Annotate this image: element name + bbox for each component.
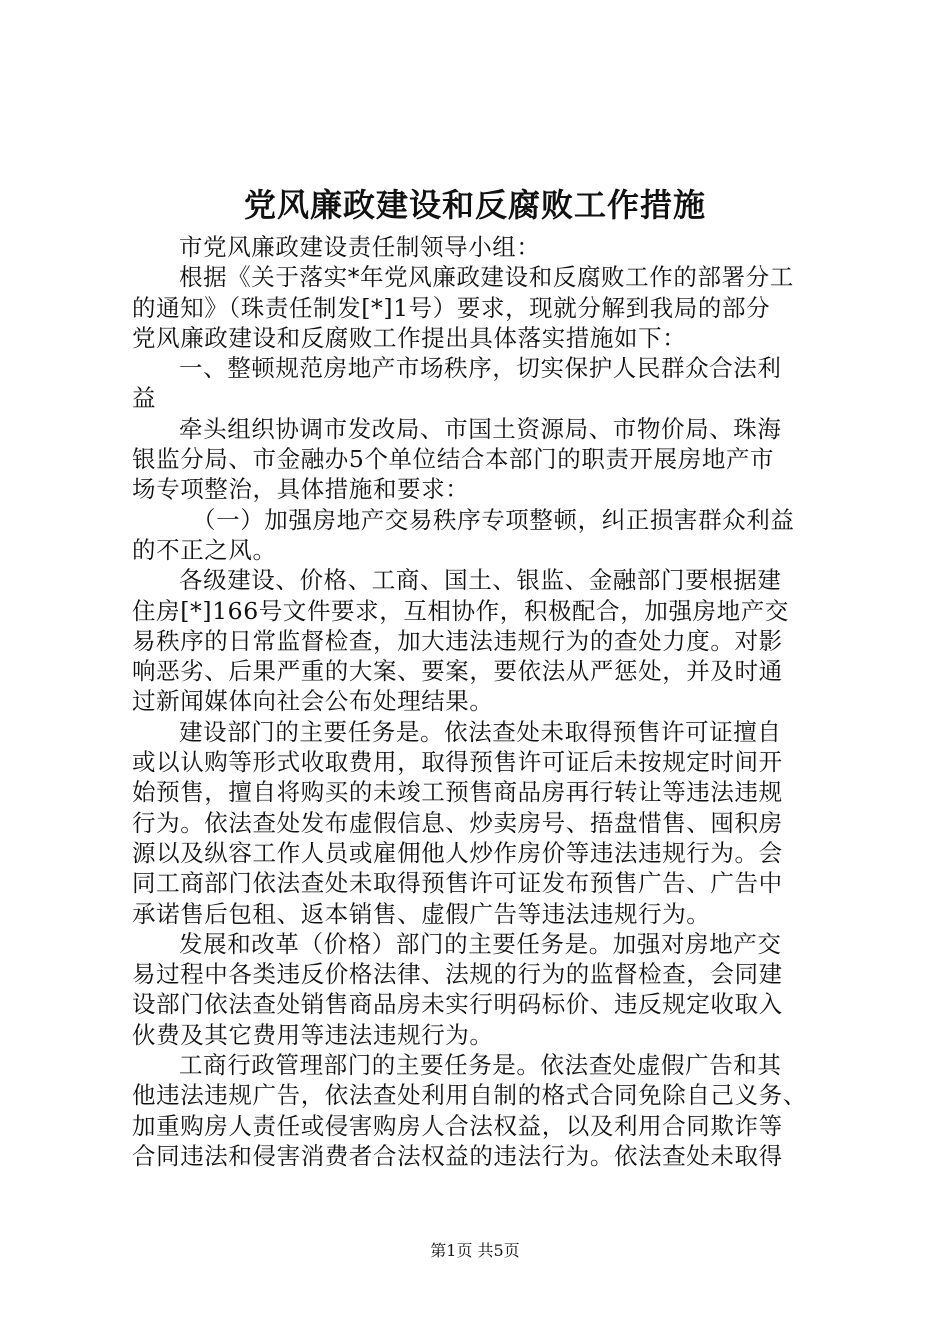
body-line: 加重购房人责任或侵害购房人合法权益，以及利用合同欺诈等: [132, 1111, 783, 1140]
body-line: 他违法违规广告，依法查处利用自制的格式合同免除自己义务、: [132, 1081, 807, 1110]
body-line: 伙费及其它费用等违法违规行为。: [132, 1020, 494, 1049]
body-line: 同工商部门依法查处未取得预售许可证发布预售广告、广告中: [132, 869, 783, 898]
body-line: 的通知》（珠责任制发[*]1号）要求，现就分解到我局的部分: [132, 293, 771, 322]
section-heading: 一、整顿规范房地产市场秩序，切实保护人民群众合法利: [179, 354, 782, 383]
body-line: 设部门依法查处销售商品房未实行明码标价、违反规定收取入: [132, 990, 783, 1019]
body-line: 银监分局、市金融办5个单位结合本部门的职责开展房地产市: [132, 445, 775, 474]
body-line: 承诺售后包租、返本销售、虚假广告等违法违规行为。: [132, 899, 711, 928]
body-line: 易秩序的日常监督检查，加大违法违规行为的查处力度。对影: [132, 626, 783, 655]
body-line: 响恶劣、后果严重的大案、要案，要依法从严惩处，并及时通: [132, 657, 783, 686]
body-line: 场专项整治，具体措施和要求：: [132, 475, 470, 504]
page-number: 第1页 共5页: [430, 1241, 520, 1260]
body-line: 始预售，擅自将购买的未竣工预售商品房再行转让等违法违规: [132, 778, 783, 807]
body-line: 发展和改革（价格）部门的主要任务是。加强对房地产交: [179, 929, 782, 958]
body-line: 根据《关于落实*年党风廉政建设和反腐败工作的部署分工: [179, 263, 794, 292]
body-line: 住房[*]166号文件要求，互相协作，积极配合，加强房地产交: [132, 596, 789, 625]
body-line: 合同违法和侵害消费者合法权益的违法行为。依法查处未取得: [132, 1141, 783, 1170]
body-line: 党风廉政建设和反腐败工作提出具体落实措施如下：: [132, 323, 687, 352]
section-heading-continued: 益: [132, 384, 157, 413]
body-line: 市党风廉政建设责任制领导小组：: [179, 233, 541, 261]
document-title: 党风廉政建设和反腐败工作措施: [243, 186, 706, 224]
document-body: [132, 232, 832, 1171]
subsection-heading: （一）加强房地产交易秩序专项整顿，纠正损害群众利益: [192, 505, 795, 534]
body-line: 或以认购等形式收取费用，取得预售许可证后未按规定时间开: [132, 748, 783, 777]
subsection-heading-continued: 的不正之风。: [132, 535, 277, 564]
body-line: 过新闻媒体向社会公布处理结果。: [132, 687, 494, 716]
body-line: 建设部门的主要任务是。依法查处未取得预售许可证擅自: [179, 717, 782, 746]
body-line: 行为。依法查处发布虚假信息、炒卖房号、捂盘惜售、囤积房: [132, 808, 783, 837]
body-line: 源以及纵容工作人员或雇佣他人炒作房价等违法违规行为。会: [132, 838, 783, 867]
body-line: 牵头组织协调市发改局、市国土资源局、市物价局、珠海: [179, 414, 782, 443]
body-line: 各级建设、价格、工商、国土、银监、金融部门要根据建: [179, 566, 782, 595]
body-line: 工商行政管理部门的主要任务是。依法查处虚假广告和其: [179, 1051, 782, 1080]
body-line: 易过程中各类违反价格法律、法规的行为的监督检查，会同建: [132, 960, 783, 989]
